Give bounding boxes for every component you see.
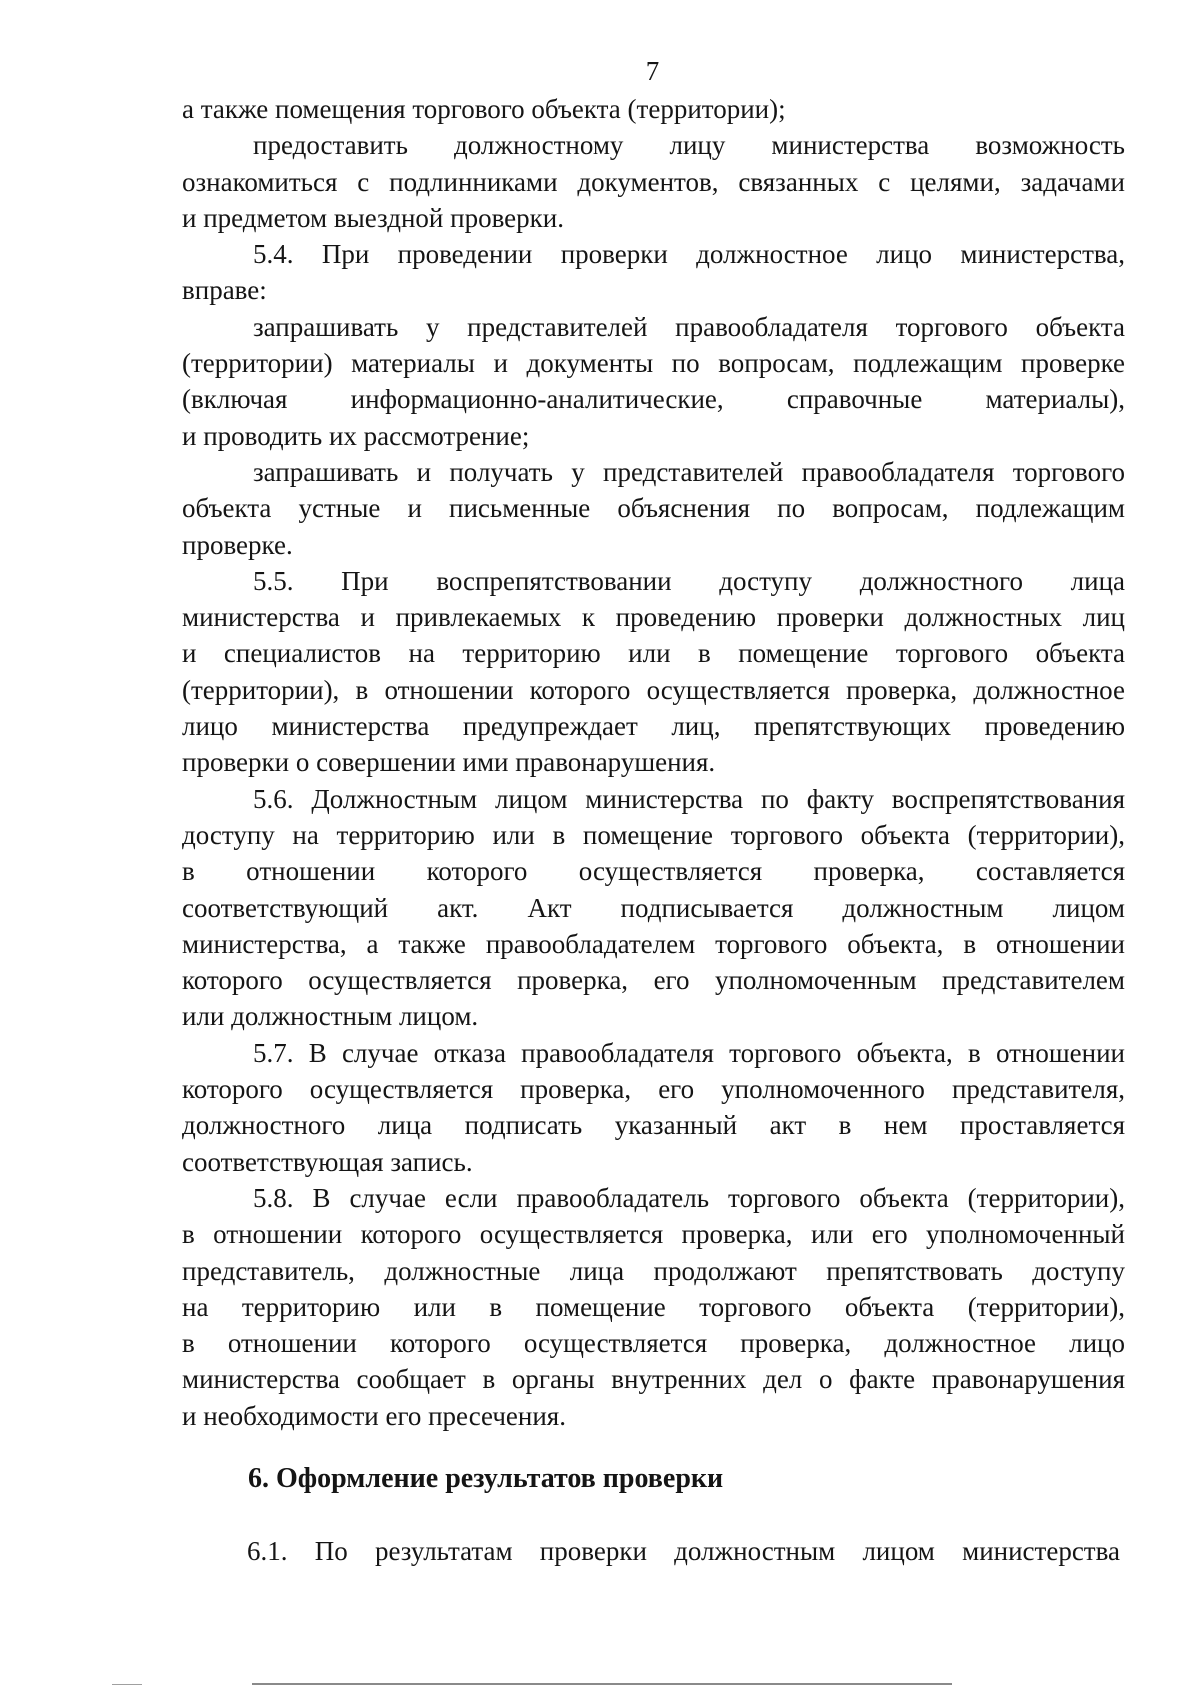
text-line: лицо министерства предупреждает лиц, препятствующих проведению — [182, 711, 1125, 742]
text-line: и необходимости его пресечения. — [182, 1400, 566, 1431]
text-line: 5.6. Должностным лицом министерства по факту воспрепятствования — [253, 783, 1125, 814]
text-line: вправе: — [182, 275, 267, 306]
scan-artifact — [112, 1684, 142, 1685]
text-line: и проводить их рассмотрение; — [182, 420, 530, 451]
text-line: 5.5. При воспрепятствовании доступу должностного лица — [253, 565, 1125, 596]
text-line: должностного лица подписать указанный акт в нем проставляется — [182, 1110, 1125, 1141]
text-line: 5.4. При проведении проверки должностное лицо министерства, — [253, 239, 1125, 270]
text-line: запрашивать у представителей правообладателя торгового объекта — [253, 311, 1125, 342]
text-line: соответствующий акт. Акт подписывается должностным лицом — [182, 892, 1125, 923]
text-line: или должностным лицом. — [182, 1001, 479, 1032]
text-line: которого осуществляется проверка, его уполномоченного представителя, — [182, 1074, 1125, 1105]
text-line: ознакомиться с подлинниками документов, связанных с целями, задачами — [182, 166, 1125, 197]
page-edge-line — [252, 1683, 952, 1685]
document-body — [182, 91, 1125, 1434]
text-line: министерства сообщает в органы внутренних дел о факте правонарушения — [182, 1364, 1125, 1395]
text-line: и предметом выездной проверки. — [182, 202, 564, 233]
text-line: министерства и привлекаемых к проведению проверки должностных лиц — [182, 602, 1125, 633]
text-line: 5.8. В случае если правообладатель торгового объекта (территории), — [253, 1182, 1125, 1213]
text-line: соответствующая запись. — [182, 1146, 473, 1177]
text-line: представитель, должностные лица продолжают препятствовать доступу — [182, 1255, 1125, 1286]
section-heading: 6. Оформление результатов проверки — [248, 1463, 724, 1494]
text-line: которого осуществляется проверка, его уполномоченным представителем — [182, 965, 1125, 996]
text-line: 6.1. По результатам проверки должностным лицом министерства — [247, 1536, 1120, 1566]
text-line: (включая информационно-аналитические, справочные материалы), — [182, 384, 1125, 415]
text-line: в отношении которого осуществляется проверка, составляется — [182, 856, 1125, 887]
text-line: министерства, а также правообладателем торгового объекта, в отношении — [182, 928, 1125, 959]
text-line: запрашивать и получать у представителей правообладателя торгового — [253, 456, 1125, 487]
page-number: 7 — [645, 56, 660, 86]
text-line: в отношении которого осуществляется проверка, или его уполномоченный — [182, 1219, 1125, 1250]
text-line: а также помещения торгового объекта (территории); — [182, 94, 786, 124]
text-line: предоставить должностному лицу министерства возможность — [253, 130, 1125, 161]
text-line: (территории), в отношении которого осуществляется проверка, должностное — [182, 674, 1125, 705]
text-line: (территории) материалы и документы по вопросам, подлежащим проверке — [182, 348, 1125, 379]
text-line: объекта устные и письменные объяснения по вопросам, подлежащим — [182, 493, 1125, 524]
text-line: доступу на территорию или в помещение торгового объекта (территории), — [182, 819, 1125, 850]
text-line: проверке. — [182, 529, 293, 560]
text-line: проверки о совершении ими правонарушения. — [182, 747, 716, 778]
text-line: 5.7. В случае отказа правообладателя торгового объекта, в отношении — [253, 1037, 1125, 1068]
text-line: на территорию или в помещение торгового объекта (территории), — [182, 1291, 1125, 1322]
text-line: в отношении которого осуществляется проверка, должностное лицо — [182, 1328, 1125, 1359]
text-line: и специалистов на территорию или в помещение торгового объекта — [182, 638, 1125, 669]
